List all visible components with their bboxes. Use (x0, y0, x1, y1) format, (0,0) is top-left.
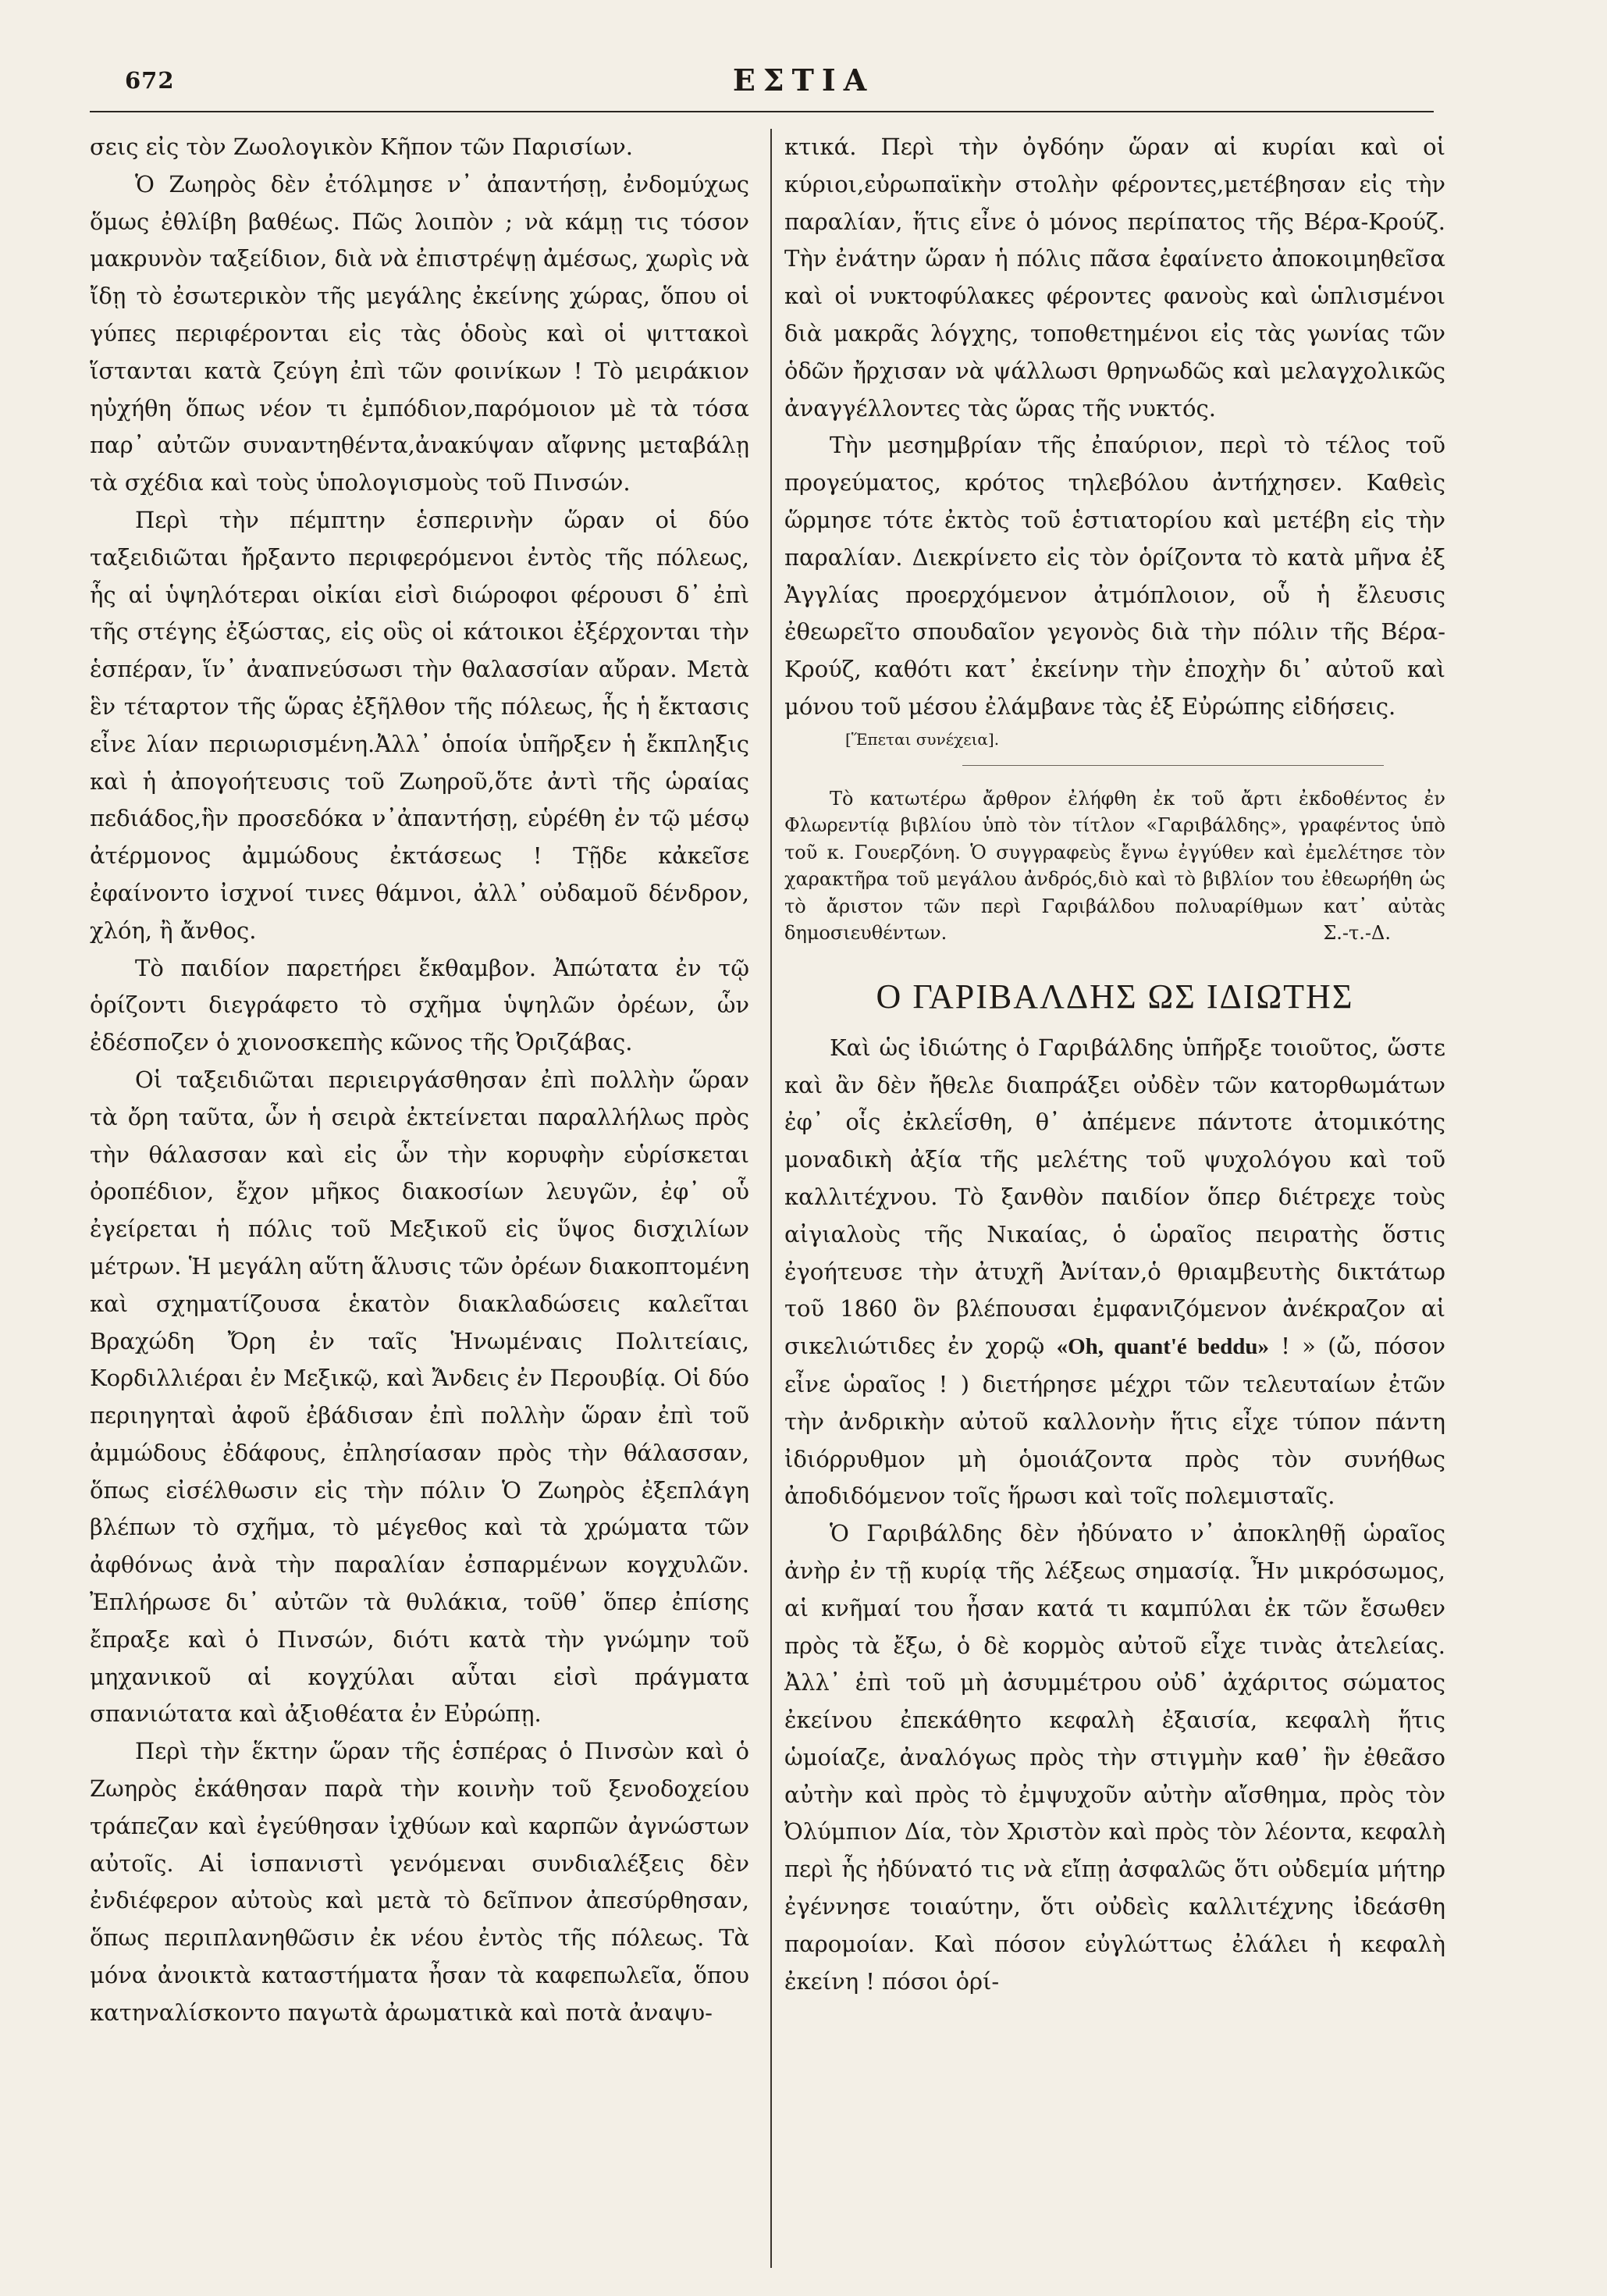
header-rule (90, 111, 1434, 112)
text-run: ! » (ὤ, πόσον εἶνε ὡραῖος ! ) διετήρησε μέχρι τῶν τελευταίων ἐτῶν τὴν ἀνδρικὴν αὐτοῦ καλλονὴν ἥτις εἶχε τύπον πάντη ἰδιόρρυθμον μὴ ὁμοιάζοντα πρὸς τὸν συνήθως ἀποδιδόμενον τοῖς ἥρωσι καὶ τοῖς πολεμισταῖς. (784, 1333, 1446, 1510)
text-run: Καὶ ὡς ἰδιώτης ὁ Γαριβάλδης ὑπῆρξε τοιοῦτος, ὥστε καὶ ἂν δὲν ἤθελε διαπράξει οὐδὲν τῶν κατορθωμάτων ἐφ᾽ οἷς ἐκλεΐσθη, θ᾽ ἀπέμενε πάντοτε ἀτομικότης μοναδικὴ ἀξία τῆς μελέτης τοῦ ψυχολόγου καὶ τοῦ καλλιτέχνου. Τὸ ξανθὸν παιδίον ὅπερ διέτρεχε τοὺς αἰγιαλοὺς τῆς Νικαίας, ὁ ὡραῖος πειρατὴς ὅστις ἐγοήτευσε τὴν ἀτυχῆ Ἀνίταν,ὁ θριαμβευτὴς δικτάτωρ τοῦ 1860 ὃν βλέπουσαι ἐμφανιζόμενον ἀνέκραζον αἱ σικελιώτιδες ἐν χορῷ (784, 1034, 1445, 1360)
section-rule (962, 765, 1384, 766)
journal-title: ΕΣΤΙΑ (732, 62, 875, 98)
paragraph (784, 1030, 1445, 1515)
paragraph: σεις εἰς τὸν Ζωολογικὸν Κῆπον τῶν Παρισίων. (90, 133, 633, 160)
right-column (784, 129, 1445, 2000)
note-signature: Σ.-τ.-Δ. (1323, 922, 1391, 945)
paragraph: κτικά. Περὶ τὴν ὀγδόην ὥραν αἱ κυρίαι καὶ οἱ κύριοι,εὐρωπαϊκὴν στολὴν φέροντες,μετέβησαν εἰς τὴν παραλίαν, ἥτις εἶνε ὁ μόνος περίπατος τῆς Βέρα-Κρούζ. Τὴν ἐνάτην ὥραν ἡ πόλις πᾶσα ἐφαίνετο ἀποκοιμηθεῖσα καὶ οἱ νυκτοφύλακες φέροντες φανοὺς καὶ ὡπλισμένοι διὰ μακρᾶς λόγχης, τοποθετημένοι εἰς τὰς γωνίας τῶν ὁδῶν ἤρχισαν νὰ ψάλλωσι θρηνωδῶς καὶ μελαγχολικῶς ἀναγγέλλοντες τὰς ὥρας τῆς νυκτός. (784, 133, 1445, 422)
continued-notice (845, 728, 1445, 764)
paragraph: Περὶ τὴν ἕκτην ὥραν τῆς ἑσπέρας ὁ Πινσὼν καὶ ὁ Ζωηρὸς ἐκάθησαν παρὰ τὴν κοινὴν τοῦ ξενοδοχείου τράπεζαν καὶ ἐγεύθησαν ἰχθύων καὶ καρπῶν ἀγνώστων αὐτοῖς. Αἱ ἱσπανιστὶ γενόμεναι συνδιαλέξεις δὲν ἐνδιέφερον αὐτοὺς καὶ μετὰ τὸ δεῖπνον ἀπεσύρθησαν, ὅπως περιπλανηθῶσιν ἐκ νέου ἐντὸς τῆς πόλεως. Τὰ μόνα ἀνοικτὰ καταστήματα ἦσαν τὰ καφεπωλεῖα, ὅπου κατηναλίσκοντο παγωτὰ ἀρωματικὰ καὶ ποτὰ ἀναψυ- (90, 1738, 749, 2026)
left-column (90, 129, 749, 2032)
paragraph: Τὴν μεσημβρίαν τῆς ἐπαύριον, περὶ τὸ τέλος τοῦ προγεύματος, κρότος τηλεβόλου ἀντήχησεν. Καθεὶς ὥρμησε τότε ἐκτὸς τοῦ ἑστιατορίου καὶ μετέβη εἰς τὴν παραλίαν. Διεκρίνετο εἰς τὸν ὁρίζοντα τὸ κατὰ μῆνα ἐξ Ἀγγλίας προερχόμενον ἀτμόπλοιον, οὗ ἡ ἔλευσις ἐθεωρεῖτο σπουδαῖον γεγονὸς διὰ τὴν πόλιν τῆς Βέρα-Κρούζ, καθότι κατ᾽ ἐκείνην τὴν ἐποχὴν δι᾽ αὐτοῦ καὶ μόνου τοῦ μέσου ἐλάμβανε τὰς ἐξ Εὐρώπης εἰδήσεις. (784, 432, 1445, 720)
latin-quote: «Oh, quant'é beddu» (1056, 1334, 1269, 1360)
page-number: 672 (125, 67, 175, 94)
paragraph: Οἱ ταξειδιῶται περιειργάσθησαν ἐπὶ πολλὴν ὥραν τὰ ὄρη ταῦτα, ὧν ἡ σειρὰ ἐκτείνεται παραλλήλως πρὸς τὴν θάλασσαν καὶ εἰς ὧν τὴν κορυφὴν εὑρίσκεται ὀροπέδιον, ἔχον μῆκος διακοσίων λευγῶν, ἐφ᾽ οὗ ἐγείρεται ἡ πόλις τοῦ Μεξικοῦ εἰς ὕψος δισχιλίων μέτρων. Ἡ μεγάλη αὕτη ἅλυσις τῶν ὀρέων διακοπτομένη καὶ σχηματίζουσα ἑκατὸν διακλαδώσεις καλεῖται Βραχώδη Ὄρη ἐν ταῖς Ἡνωμέναις Πολιτείαις, Κορδιλλιέραι ἐν Μεξικῷ, καὶ Ἄνδεις ἐν Περουβίᾳ. Οἱ δύο περιηγηταὶ ἀφοῦ ἐβάδισαν ἐπὶ πολλὴν ὥραν ἐπὶ τοῦ ἀμμώδους ἐδάφους, ἐπλησίασαν πρὸς τὴν θάλασσαν, ὅπως εἰσέλθωσιν εἰς τὴν πόλιν Ὁ Ζωηρὸς ἐξεπλάγη βλέπων τὸ σχῆμα, τὸ μέγεθος καὶ τὰ χρώματα τῶν ἀφθόνως ἀνὰ τὴν παραλίαν ἐσπαρμένων κογχυλῶν. Ἐπλήρωσε δι᾽ αὐτῶν τὰ θυλάκια, τοῦθ᾽ ὅπερ ἐπίσης ἔπραξε καὶ ὁ Πινσών, διότι κατὰ τὴν γνώμην τοῦ μηχανικοῦ αἱ κογχύλαι αὗται εἰσὶ πράγματα σπανιώτατα καὶ ἀξιοθέατα ἐν Εὐρώπῃ. (90, 1066, 749, 1728)
paragraph: Περὶ τὴν πέμπτην ἑσπερινὴν ὥραν οἱ δύο ταξειδιῶται ἤρξαντο περιφερόμενοι ἐντὸς τῆς πόλεως, ἧς αἱ ὑψηλότεραι οἰκίαι εἰσὶ διώροφοι φέρουσι δ᾽ ἐπὶ τῆς στέγης ἐξώστας, εἰς οὓς οἱ κάτοικοι ἐξέρχονται τὴν ἑσπέραν, ἵν᾽ ἀναπνεύσωσι τὴν θαλασσίαν αὔραν. Μετὰ ἓν τέταρτον τῆς ὥρας ἐξῆλθον τῆς πόλεως, ἧς ἡ ἔκτασις εἶνε λίαν περιωρισμένη.Ἀλλ᾽ ὁποία ὑπῆρξεν ἡ ἔκπληξις καὶ ἡ ἀπογοήτευσις τοῦ Ζωηροῦ,ὅτε ἀντὶ τῆς ὡραίας πεδιάδος,ἣν προσεδόκα ν᾽ἀπαντήσῃ, εὑρέθη ἐν τῷ μέσῳ ἀτέρμονος ἀμμώδους ἐκτάσεως ! Τῇδε κἀκεῖσε ἐφαίνοντο ἰσχνοί τινες θάμνοι, ἀλλ᾽ οὐδαμοῦ δένδρον, χλόη, ἢ ἄνθος. (90, 506, 749, 944)
column-divider (770, 129, 772, 2268)
paragraph: Ὁ Ζωηρὸς δὲν ἐτόλμησε ν᾽ ἀπαντήσῃ, ἐνδομύχως ὅμως ἐθλίβη βαθέως. Πῶς λοιπὸν ; νὰ κάμῃ τις τόσον μακρυνὸν ταξείδιον, διὰ νὰ ἐπιστρέψῃ ἀμέσως, χωρὶς νὰ ἴδῃ τὸ ἐσωτερικὸν τῆς μεγάλης ἐκείνης χώρας, ὅπου οἱ γύπες περιφέρονται εἰς τὰς ὁδοὺς καὶ οἱ ψιττακοὶ ἵστανται κατὰ ζεύγη ἐπὶ τῶν φοινίκων ! Τὸ μειράκιον ηὐχήθη ὅπως νέον τι ἐμπόδιον,παρόμοιον μὲ τὰ τόσα παρ᾽ αὐτῶν συναντηθέντα,ἀνακύψαν αἴφνης μεταβάλῃ τὰ σχέδια καὶ τοὺς ὑπολογισμοὺς τοῦ Πινσών. (90, 170, 749, 497)
continued-text: [Ἕπεται συνέχεια]. (845, 729, 1000, 749)
note-text: Τὸ κατωτέρω ἄρθρον ἐλήφθη ἐκ τοῦ ἄρτι ἐκδοθέντος ἐν Φλωρεντίᾳ βιβλίου ὑπὸ τὸν τίτλον «Γαριβάλδης», γραφέντος ὑπὸ τοῦ κ. Γουερζόνη. Ὁ συγγραφεὺς ἔγνω ἐγγύθεν καὶ ἐμελέτησε τὸν χαρακτῆρα τοῦ μεγάλου ἀνδρός,διὸ καὶ τὸ βιβλίον του ἐθεωρήθη ὡς τὸ ἄριστον τῶν περὶ Γαριβάλδου πολυαρίθμων κατ᾽ αὐτὰς δημοσιευθέντων. (784, 787, 1445, 945)
article-title: Ο ΓΑΡΙΒΑΛΔΗΣ ΩΣ ΙΔΙΩΤΗΣ (876, 977, 1354, 1016)
paragraph: Τὸ παιδίον παρετήρει ἔκθαμβον. Ἀπώτατα ἐν τῷ ὁρίζοντι διεγράφετο τὸ σχῆμα ὑψηλῶν ὀρέων, ὧν ἐδέσποζεν ὁ χιονοσκεπὴς κῶνος τῆς Ὀριζάβας. (90, 954, 749, 1056)
editor-note (784, 785, 1445, 947)
paragraph: Ὁ Γαριβάλδης δὲν ἠδύνατο ν᾽ ἀποκληθῇ ὡραῖος ἀνὴρ ἐν τῇ κυρίᾳ τῆς λέξεως σημασίᾳ. Ἦν μικρόσωμος, αἱ κνῆμαί του ἦσαν κατά τι καμπύλαι ἐκ τῶν ἔσωθεν πρὸς τὰ ἔξω, ὁ δὲ κορμὸς αὐτοῦ εἶχε τινὰς ἀτελείας. Ἀλλ᾽ ἐπὶ τοῦ μὴ ἀσυμμέτρου οὐδ᾽ ἀχάριτος σώματος ἐκείνου ἐπεκάθητο κεφαλὴ ἐξαισία, κεφαλὴ ἥτις ὡμοίαζε, ἀναλόγως πρὸς τὴν στιγμὴν καθ᾽ ἣν ἐθεᾶσο αὐτὴν καὶ πρὸς τὸ ἐμψυχοῦν αὐτὴν αἴσθημα, πρὸς τὸν Ὀλύμπιον Δία, τὸν Χριστὸν καὶ πρὸς τὸν λέοντα, κεφαλὴ περὶ ἧς ἠδύνατό τις νὰ εἴπῃ ἀσφαλῶς ὅτι οὐδεμία μήτηρ ἐγέννησε τοιαύτην, ὅτι οὐδεὶς καλλιτέχνης ἰδεάσθη παρομοίαν. Καὶ πόσον εὐγλώττως ἐλάλει ἡ κεφαλὴ ἐκείνη ! πόσοι ὁρί- (784, 1520, 1445, 1995)
